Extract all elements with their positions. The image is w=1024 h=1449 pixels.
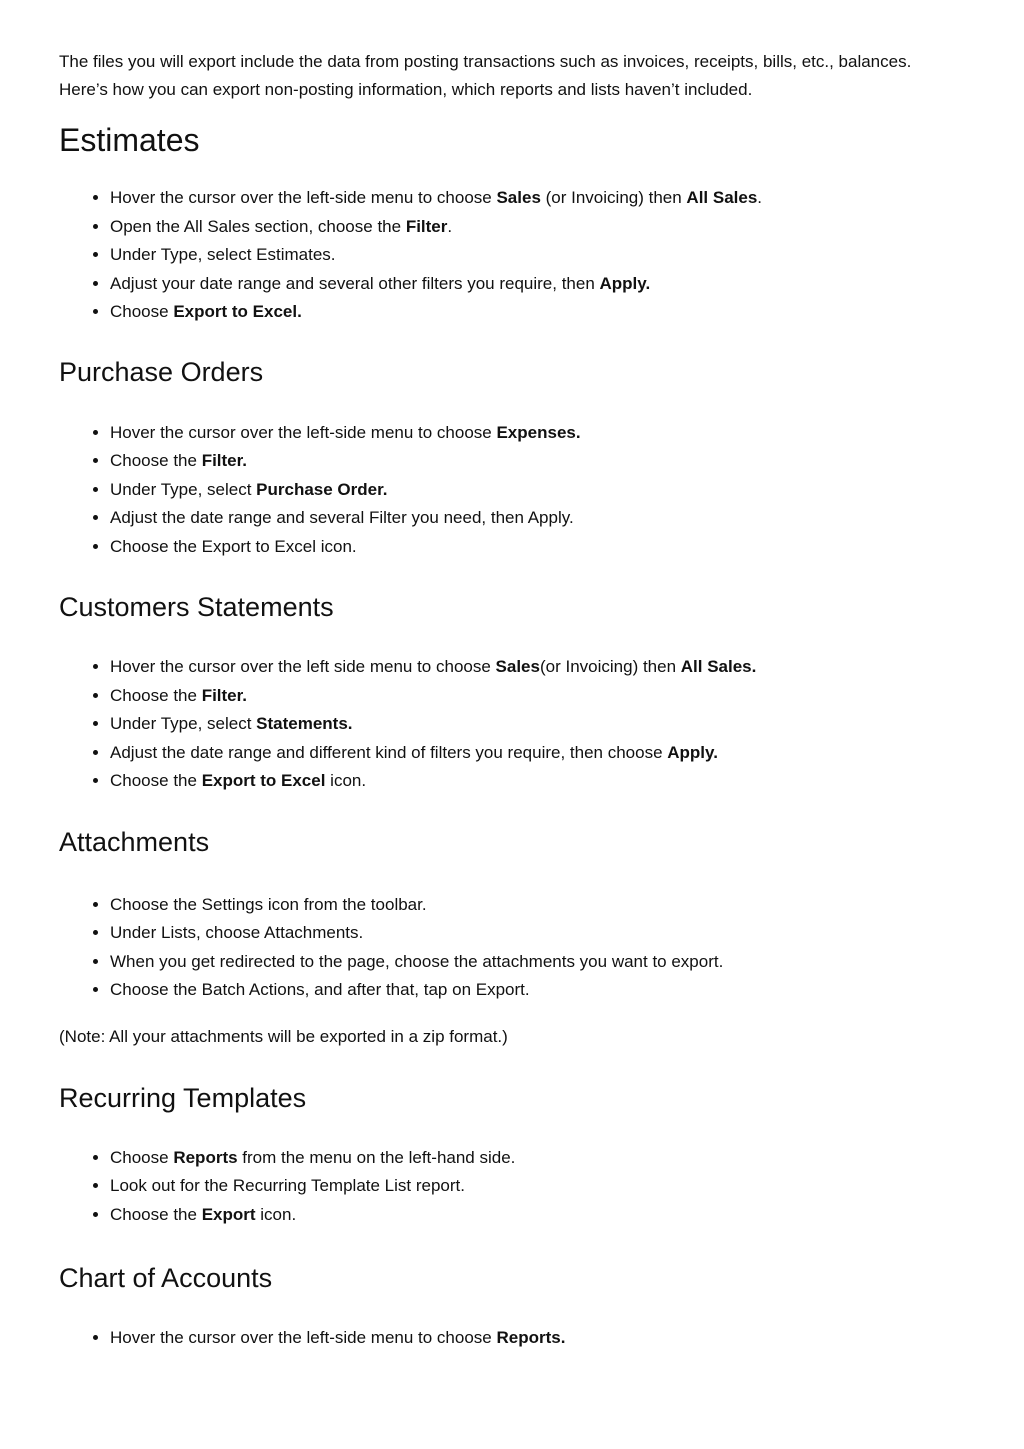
list-item: • Look out for the Recurring Template List report. (110, 1172, 979, 1201)
list-item: • When you get redirected to the page, choose the attachments you want to export. (110, 948, 979, 977)
attachments-heading: Attachments (59, 826, 210, 857)
list-item: • Under Type, select Statements. (110, 710, 979, 739)
list-item: • Choose the Export to Excel icon. (110, 533, 979, 562)
recurring-templates-list (59, 1144, 979, 1230)
list-item: • Choose the Batch Actions, and after that, tap on Export. (110, 976, 979, 1005)
purchase-orders-list (59, 419, 979, 562)
list-item: • Adjust your date range and several other filters you require, then Apply. (110, 270, 979, 299)
list-item: • Adjust the date range and different kind of filters you require, then choose Apply. (110, 739, 979, 768)
list-item: • Hover the cursor over the left side menu to choose Sales(or Invoicing) then All Sales. (110, 653, 979, 682)
customers-statements-list (59, 653, 979, 796)
estimates-heading: Estimates (59, 122, 200, 158)
document-page (59, 48, 979, 1353)
intro-line-2: Here’s how you can export non-posting information, which reports and lists haven’t included. (59, 80, 753, 99)
list-item: • Choose the Export to Excel icon. (110, 767, 979, 796)
list-item: • Under Lists, choose Attachments. (110, 919, 979, 948)
chart-of-accounts-heading: Chart of Accounts (59, 1263, 273, 1293)
attachments-list (59, 891, 979, 1005)
recurring-templates-heading: Recurring Templates (59, 1082, 307, 1113)
intro-paragraph (59, 48, 979, 104)
list-item: • Under Type, select Purchase Order. (110, 476, 979, 505)
list-item: • Under Type, select Estimates. (110, 241, 979, 270)
list-item: • Hover the cursor over the left-side menu to choose Expenses. (110, 419, 979, 448)
list-item: • Choose Export to Excel. (110, 298, 979, 327)
customers-statements-heading: Customers Statements (59, 592, 334, 622)
chart-of-accounts-list (59, 1324, 979, 1353)
estimates-list (59, 184, 979, 327)
list-item: • Choose the Settings icon from the toolbar. (110, 891, 979, 920)
attachments-note: (Note: All your attachments will be exported in a zip format.) (59, 1026, 508, 1046)
list-item: • Choose Reports from the menu on the left-hand side. (110, 1144, 979, 1173)
purchase-orders-heading: Purchase Orders (59, 356, 264, 387)
intro-line-1: The files you will export include the data from posting transactions such as invoices, receipts, bills, etc., balances. (59, 52, 912, 71)
list-item: • Open the All Sales section, choose the Filter. (110, 213, 979, 242)
list-item: • Choose the Filter. (110, 682, 979, 711)
list-item: • Adjust the date range and several Filter you need, then Apply. (110, 504, 979, 533)
list-item: • Hover the cursor over the left-side menu to choose Reports. (110, 1324, 979, 1353)
list-item: • Choose the Filter. (110, 447, 979, 476)
list-item: • Choose the Export icon. (110, 1201, 979, 1230)
list-item: • Hover the cursor over the left-side menu to choose Sales (or Invoicing) then All Sales. (110, 184, 979, 213)
